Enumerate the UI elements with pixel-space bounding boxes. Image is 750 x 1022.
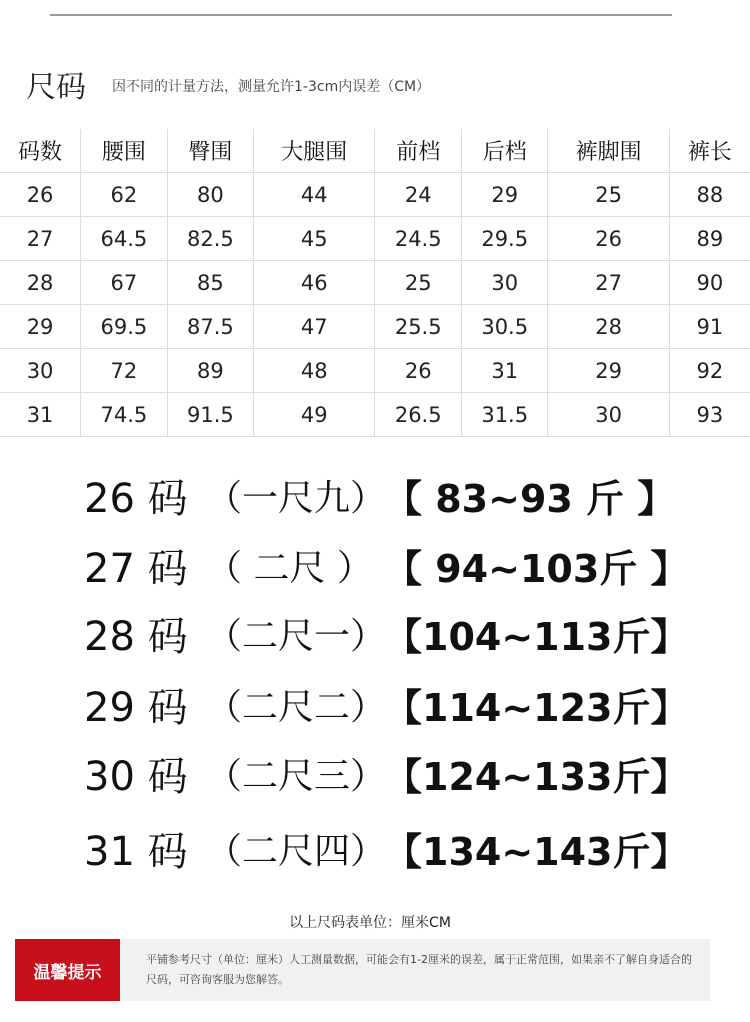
table-cell: 26.5 bbox=[375, 393, 462, 437]
table-cell: 31 bbox=[461, 349, 548, 393]
table-cell: 48 bbox=[254, 349, 375, 393]
weight-guide-row bbox=[84, 818, 688, 878]
weight-guide-ruler: （二尺一） bbox=[206, 615, 387, 657]
table-cell: 30.5 bbox=[461, 305, 548, 349]
table-cell: 29 bbox=[461, 173, 548, 217]
table-cell: 88 bbox=[669, 173, 750, 217]
tip-badge: 温馨提示 bbox=[15, 939, 120, 1001]
table-cell: 80 bbox=[167, 173, 254, 217]
table-cell: 49 bbox=[254, 393, 375, 437]
table-cell: 26 bbox=[0, 173, 81, 217]
weight-guide-size: 31 码 bbox=[84, 828, 188, 875]
column-header: 臀围 bbox=[167, 129, 254, 173]
table-cell: 29.5 bbox=[461, 217, 548, 261]
weight-guide-ruler: （二尺二） bbox=[206, 686, 387, 728]
weight-guide-weight: 【 94~103斤 】 bbox=[384, 546, 689, 591]
table-cell: 69.5 bbox=[81, 305, 168, 349]
table-cell: 87.5 bbox=[167, 305, 254, 349]
table-row bbox=[0, 349, 750, 393]
table-cell: 45 bbox=[254, 217, 375, 261]
table-header-row bbox=[0, 129, 750, 173]
top-divider bbox=[50, 14, 672, 16]
table-cell: 25 bbox=[548, 173, 669, 217]
table-cell: 30 bbox=[548, 393, 669, 437]
weight-guide-weight: 【134~143斤】 bbox=[384, 829, 689, 874]
column-header: 码数 bbox=[0, 129, 81, 173]
table-cell: 85 bbox=[167, 261, 254, 305]
table-cell: 30 bbox=[461, 261, 548, 305]
table-cell: 90 bbox=[669, 261, 750, 305]
table-cell: 27 bbox=[548, 261, 669, 305]
table-cell: 67 bbox=[81, 261, 168, 305]
weight-guide-ruler: （ 二尺 ） bbox=[206, 547, 373, 589]
weight-guide-row bbox=[84, 743, 688, 803]
table-cell: 28 bbox=[0, 261, 81, 305]
table-cell: 44 bbox=[254, 173, 375, 217]
table-row bbox=[0, 261, 750, 305]
table-cell: 27 bbox=[0, 217, 81, 261]
column-header: 裤脚围 bbox=[548, 129, 669, 173]
table-cell: 29 bbox=[548, 349, 669, 393]
table-cell: 46 bbox=[254, 261, 375, 305]
weight-guide-size: 28 码 bbox=[84, 613, 188, 660]
table-cell: 25.5 bbox=[375, 305, 462, 349]
table-row bbox=[0, 305, 750, 349]
measurement-note: 因不同的计量方法，测量允许1-3cm内误差（CM） bbox=[112, 79, 431, 95]
column-header: 前档 bbox=[375, 129, 462, 173]
table-cell: 91.5 bbox=[167, 393, 254, 437]
table-row bbox=[0, 217, 750, 261]
weight-guide-size: 29 码 bbox=[84, 684, 188, 731]
weight-guide-size: 30 码 bbox=[84, 753, 188, 800]
table-cell: 31.5 bbox=[461, 393, 548, 437]
table-row bbox=[0, 173, 750, 217]
weight-guide-row bbox=[84, 465, 675, 525]
table-cell: 30 bbox=[0, 349, 81, 393]
table-cell: 29 bbox=[0, 305, 81, 349]
table-cell: 91 bbox=[669, 305, 750, 349]
table-cell: 26 bbox=[548, 217, 669, 261]
weight-guide-size: 26 码 bbox=[84, 475, 188, 522]
table-cell: 47 bbox=[254, 305, 375, 349]
weight-guide-size: 27 码 bbox=[84, 545, 188, 592]
table-cell: 24 bbox=[375, 173, 462, 217]
table-cell: 92 bbox=[669, 349, 750, 393]
column-header: 大腿围 bbox=[254, 129, 375, 173]
table-cell: 62 bbox=[81, 173, 168, 217]
weight-guide-ruler: （一尺九） bbox=[206, 477, 387, 519]
table-cell: 93 bbox=[669, 393, 750, 437]
weight-guide-ruler: （二尺三） bbox=[206, 755, 387, 797]
weight-guide-row bbox=[84, 603, 688, 663]
table-cell: 72 bbox=[81, 349, 168, 393]
weight-guide-weight: 【114~123斤】 bbox=[384, 685, 689, 730]
page-title: 尺码 bbox=[26, 70, 86, 105]
table-row bbox=[0, 393, 750, 437]
column-header: 腰围 bbox=[81, 129, 168, 173]
weight-guide-row bbox=[84, 535, 689, 595]
unit-note: 以上尺码表单位：厘米CM bbox=[289, 915, 451, 931]
table-cell: 64.5 bbox=[81, 217, 168, 261]
table-cell: 24.5 bbox=[375, 217, 462, 261]
size-table bbox=[0, 129, 750, 437]
weight-guide-weight: 【 83~93 斤 】 bbox=[384, 476, 676, 521]
table-cell: 25 bbox=[375, 261, 462, 305]
weight-guide-ruler: （二尺四） bbox=[206, 830, 387, 872]
table-cell: 31 bbox=[0, 393, 81, 437]
tip-box bbox=[15, 939, 710, 1001]
table-cell: 74.5 bbox=[81, 393, 168, 437]
weight-guide-weight: 【124~133斤】 bbox=[384, 754, 689, 799]
table-cell: 28 bbox=[548, 305, 669, 349]
table-cell: 26 bbox=[375, 349, 462, 393]
table-cell: 82.5 bbox=[167, 217, 254, 261]
weight-guide-weight: 【104~113斤】 bbox=[384, 614, 689, 659]
column-header: 裤长 bbox=[669, 129, 750, 173]
weight-guide-row bbox=[84, 674, 688, 734]
table-cell: 89 bbox=[669, 217, 750, 261]
tip-text: 平铺参考尺寸（单位：厘米）人工测量数据，可能会有1-2厘米的误差，属于正常范围，如果亲不了解自身适合的尺码，可咨询客服为您解答。 bbox=[146, 953, 692, 986]
table-cell: 89 bbox=[167, 349, 254, 393]
column-header: 后档 bbox=[461, 129, 548, 173]
